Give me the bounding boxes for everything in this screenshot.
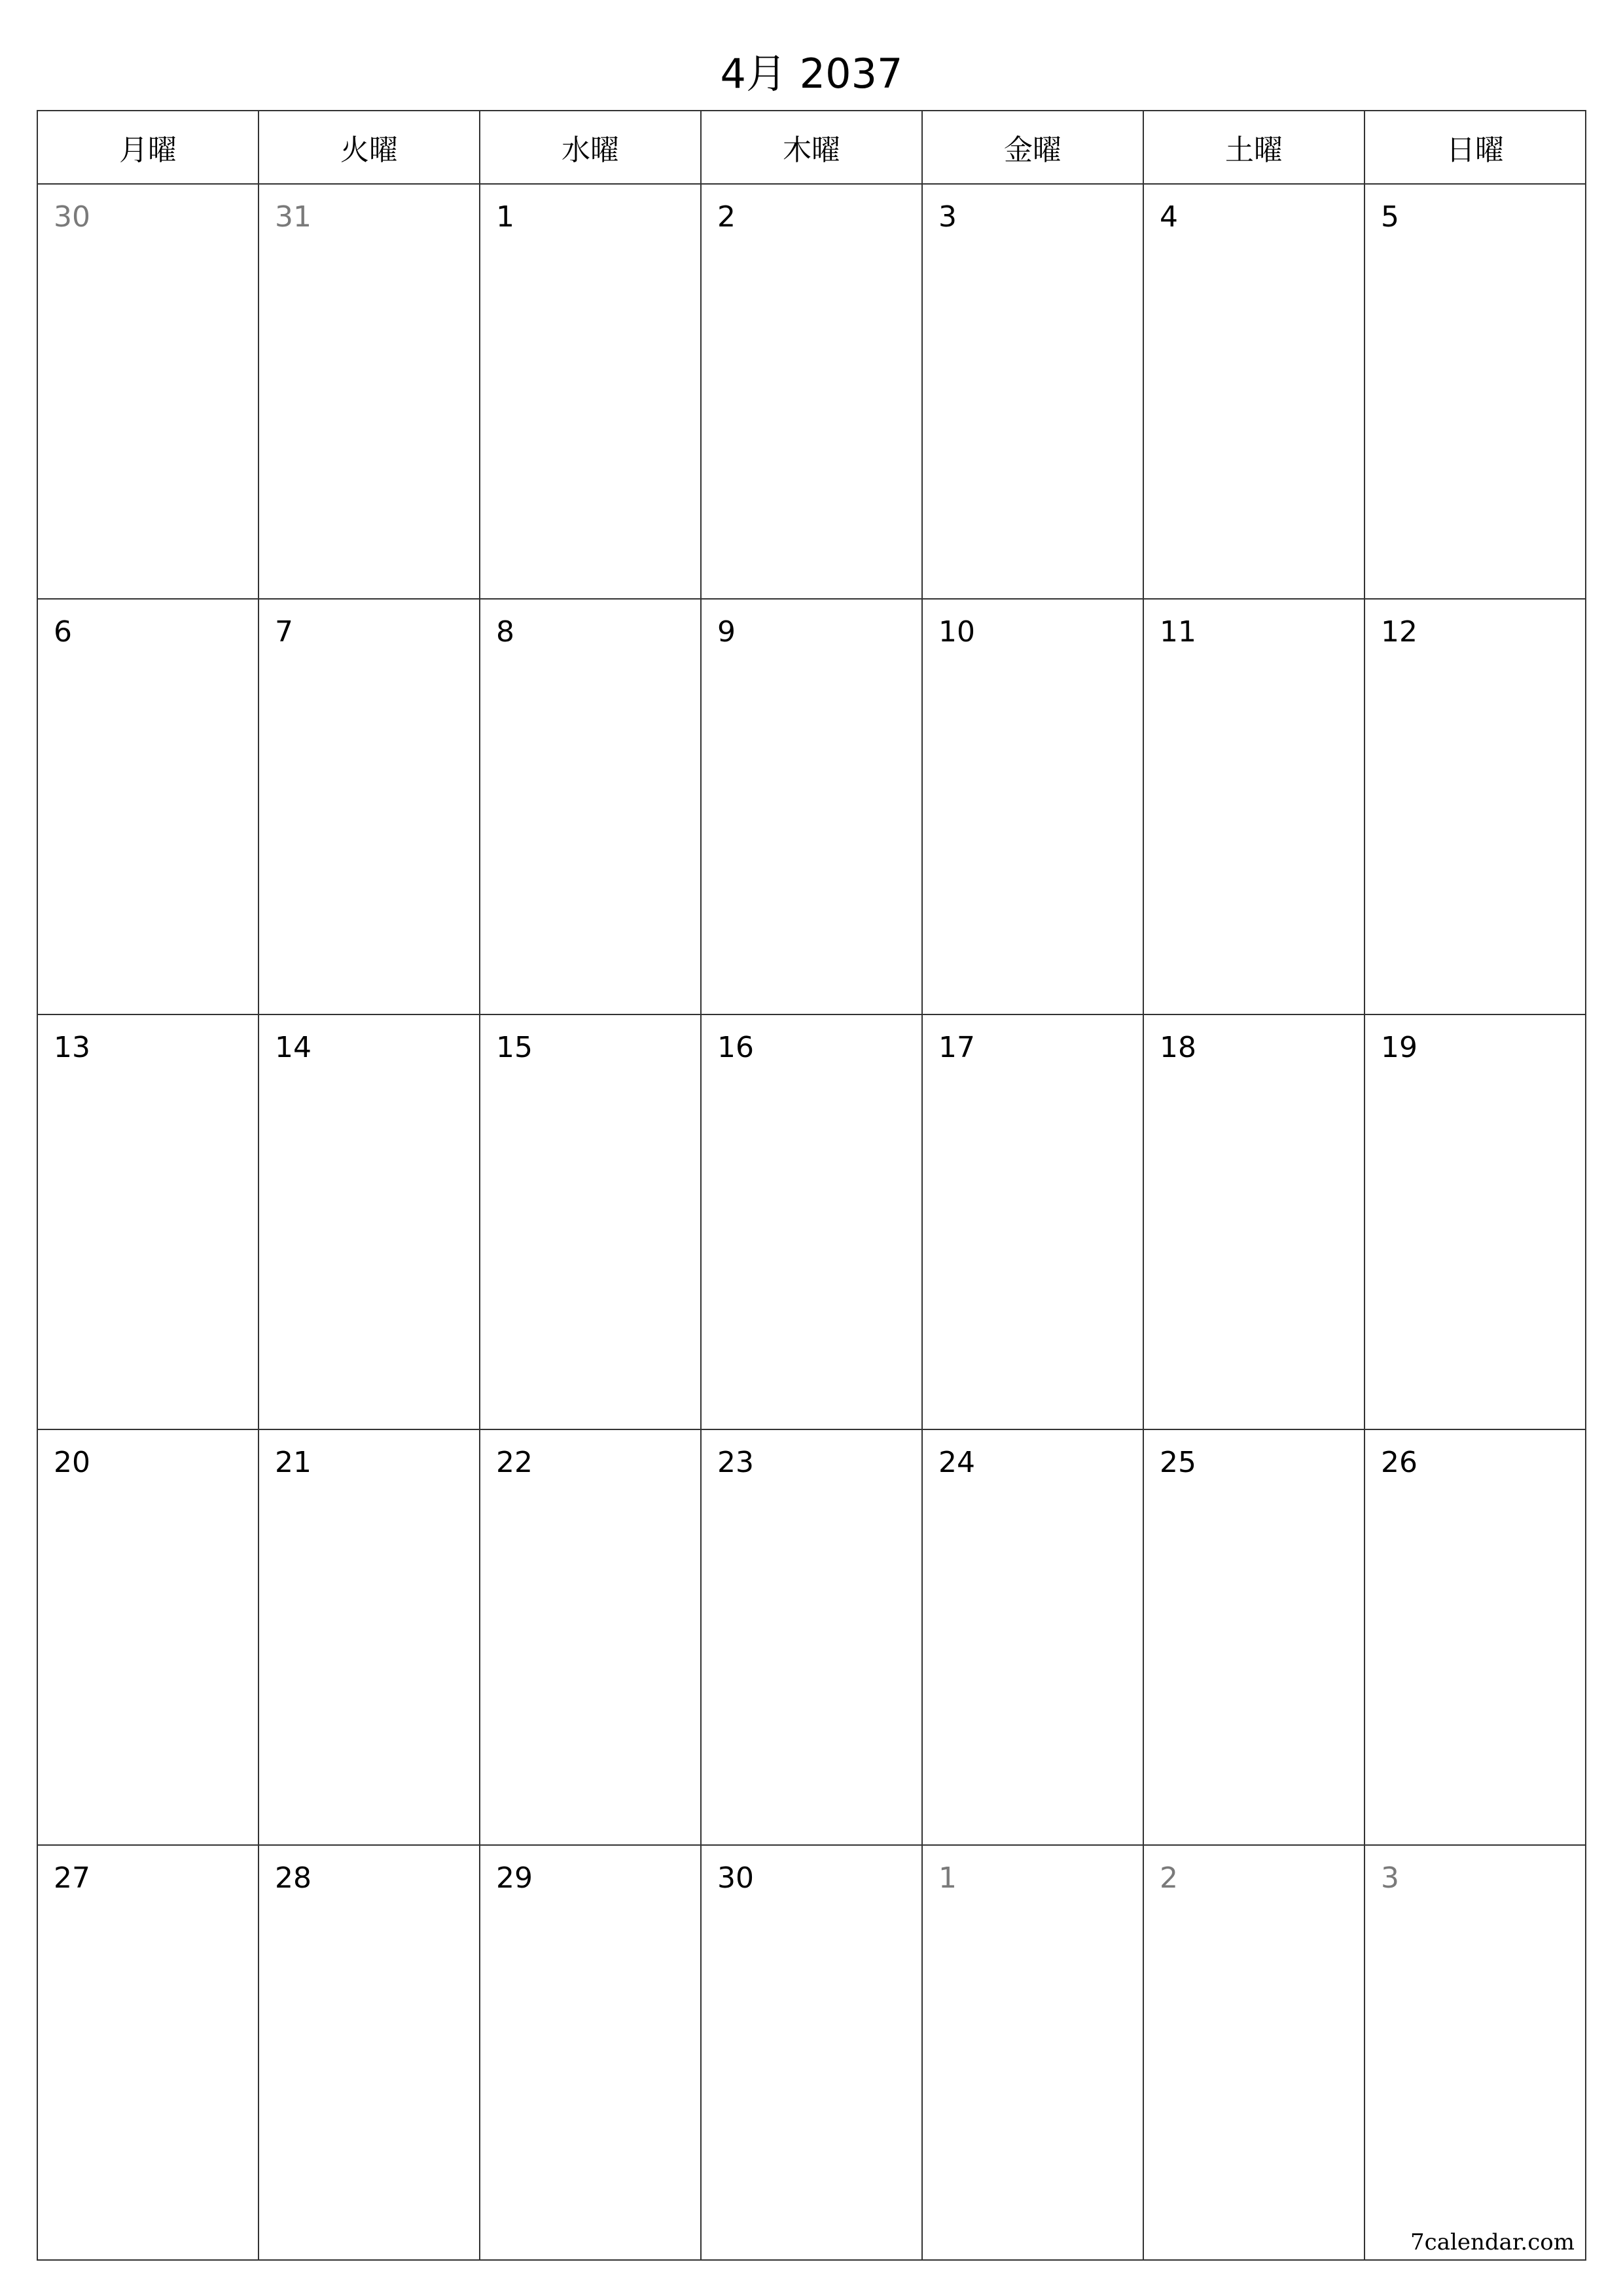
day-number: 2 bbox=[1160, 1861, 1178, 1895]
day-cell bbox=[37, 184, 259, 599]
day-number: 23 bbox=[717, 1446, 754, 1480]
day-number: 13 bbox=[54, 1030, 90, 1064]
day-number: 6 bbox=[54, 615, 72, 649]
day-cell bbox=[480, 1845, 701, 2260]
day-number: 3 bbox=[1381, 1861, 1399, 1895]
week-row-2 bbox=[37, 599, 1586, 1014]
day-cell bbox=[1143, 1429, 1364, 1844]
day-cell bbox=[37, 1845, 259, 2260]
day-cell bbox=[922, 1429, 1143, 1844]
day-cell bbox=[1364, 184, 1586, 599]
day-number: 2 bbox=[717, 200, 736, 234]
month-calendar-grid bbox=[37, 110, 1586, 2261]
day-cell bbox=[480, 1429, 701, 1844]
day-number: 15 bbox=[496, 1030, 533, 1064]
day-cell bbox=[922, 1014, 1143, 1429]
week-row-3 bbox=[37, 1014, 1586, 1429]
day-cell bbox=[1143, 599, 1364, 1014]
day-number: 25 bbox=[1160, 1446, 1196, 1480]
day-cell bbox=[1143, 1014, 1364, 1429]
day-number: 28 bbox=[275, 1861, 312, 1895]
day-number: 29 bbox=[496, 1861, 533, 1895]
day-cell bbox=[1364, 1014, 1586, 1429]
day-cell bbox=[37, 599, 259, 1014]
day-cell bbox=[259, 1014, 480, 1429]
day-number: 4 bbox=[1160, 200, 1178, 234]
day-cell bbox=[480, 599, 701, 1014]
day-number: 16 bbox=[717, 1030, 754, 1064]
day-cell bbox=[259, 1845, 480, 2260]
day-cell bbox=[701, 184, 922, 599]
day-number: 20 bbox=[54, 1446, 90, 1480]
weekday-header-tue: 火曜 bbox=[259, 111, 480, 184]
day-cell bbox=[701, 1429, 922, 1844]
day-cell bbox=[1364, 1429, 1586, 1844]
day-number: 17 bbox=[938, 1030, 975, 1064]
day-number: 8 bbox=[496, 615, 514, 649]
day-number: 12 bbox=[1381, 615, 1418, 649]
day-cell bbox=[922, 184, 1143, 599]
day-number: 30 bbox=[54, 200, 90, 234]
day-cell bbox=[1143, 184, 1364, 599]
day-number: 22 bbox=[496, 1446, 533, 1480]
day-cell bbox=[259, 1429, 480, 1844]
week-row-1 bbox=[37, 184, 1586, 599]
day-cell bbox=[1143, 1845, 1364, 2260]
day-cell bbox=[480, 1014, 701, 1429]
weekday-header-thu: 木曜 bbox=[701, 111, 922, 184]
day-cell bbox=[1364, 1845, 1586, 2260]
day-cell bbox=[922, 599, 1143, 1014]
week-row-5 bbox=[37, 1845, 1586, 2260]
day-number: 19 bbox=[1381, 1030, 1418, 1064]
day-number: 18 bbox=[1160, 1030, 1196, 1064]
day-number: 27 bbox=[54, 1861, 90, 1895]
day-number: 9 bbox=[717, 615, 736, 649]
day-number: 1 bbox=[496, 200, 514, 234]
day-number: 3 bbox=[938, 200, 957, 234]
day-number: 31 bbox=[275, 200, 312, 234]
day-number: 5 bbox=[1381, 200, 1399, 234]
day-number: 1 bbox=[938, 1861, 957, 1895]
week-row-4 bbox=[37, 1429, 1586, 1844]
day-number: 26 bbox=[1381, 1446, 1418, 1480]
weekday-header-sun: 日曜 bbox=[1364, 111, 1586, 184]
day-number: 24 bbox=[938, 1446, 975, 1480]
day-cell bbox=[480, 184, 701, 599]
page-title: 4月 2037 bbox=[720, 50, 903, 98]
day-cell bbox=[701, 1014, 922, 1429]
day-number: 11 bbox=[1160, 615, 1196, 649]
day-number: 30 bbox=[717, 1861, 754, 1895]
day-cell bbox=[701, 1845, 922, 2260]
day-cell bbox=[259, 184, 480, 599]
day-number: 7 bbox=[275, 615, 293, 649]
day-cell bbox=[37, 1429, 259, 1844]
weekday-header-fri: 金曜 bbox=[922, 111, 1143, 184]
weekday-header-sat: 土曜 bbox=[1143, 111, 1364, 184]
weekday-header-wed: 水曜 bbox=[480, 111, 701, 184]
day-cell bbox=[259, 599, 480, 1014]
day-number: 10 bbox=[938, 615, 975, 649]
day-cell bbox=[701, 599, 922, 1014]
day-cell bbox=[922, 1845, 1143, 2260]
site-watermark: 7calendar.com bbox=[1410, 2229, 1575, 2255]
weekday-header-row bbox=[37, 111, 1586, 184]
day-number: 14 bbox=[275, 1030, 312, 1064]
weekday-header-mon: 月曜 bbox=[37, 111, 259, 184]
day-cell bbox=[37, 1014, 259, 1429]
day-cell bbox=[1364, 599, 1586, 1014]
day-number: 21 bbox=[275, 1446, 312, 1480]
